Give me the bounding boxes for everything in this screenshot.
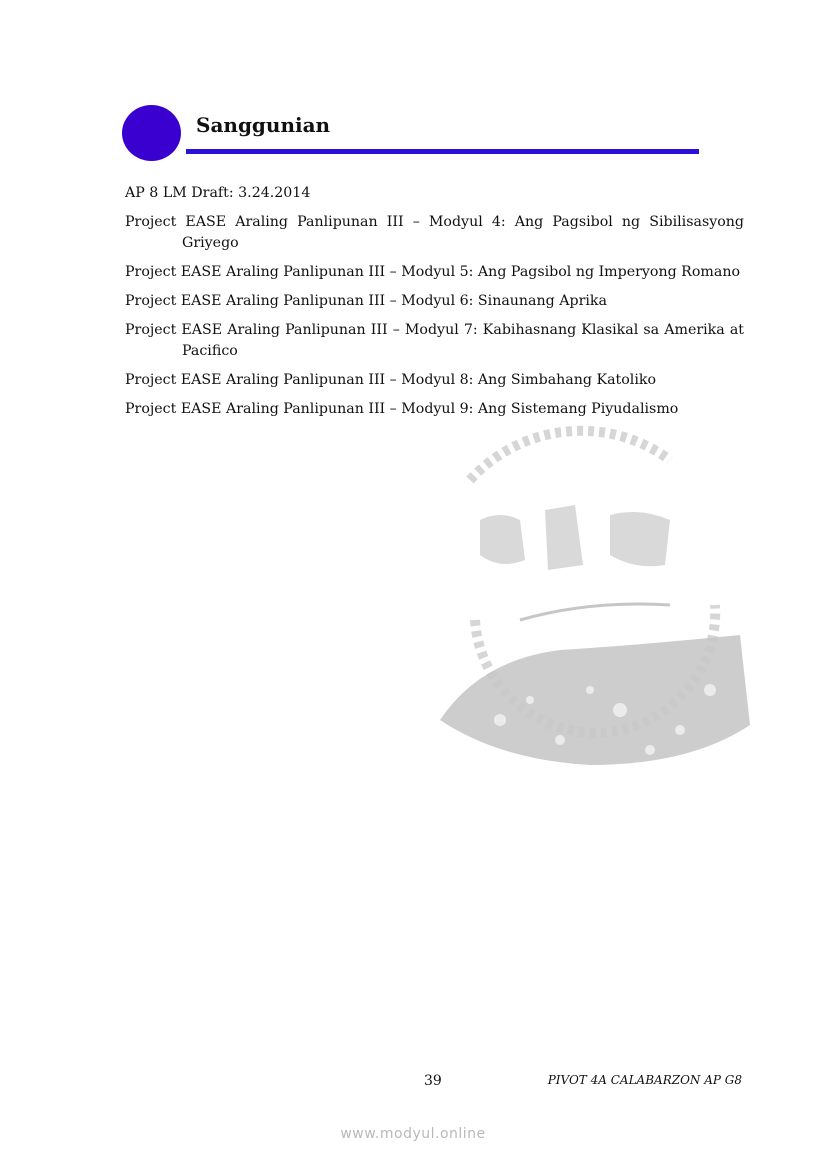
reference-list xyxy=(125,183,744,428)
section-title: Sanggunian xyxy=(196,113,331,137)
reference-item: Project EASE Araling Panlipunan III – Modyul 9: Ang Sistemang Piyudalismo xyxy=(125,401,679,417)
section-underline xyxy=(186,149,699,154)
site-url-watermark: www.modyul.online xyxy=(340,1126,486,1142)
section-bullet-circle xyxy=(122,105,181,161)
reference-item: Project EASE Araling Panlipunan III – Modyul 7: Kabihasnang Klasikal sa Amerika at Pacifico xyxy=(125,322,744,359)
footer-document-title: PIVOT 4A CALABARZON AP G8 xyxy=(547,1073,742,1087)
reference-item: Project EASE Araling Panlipunan III – Modyul 5: Ang Pagsibol ng Imperyong Romano xyxy=(125,264,740,280)
reference-item: Project EASE Araling Panlipunan III – Modyul 6: Sinaunang Aprika xyxy=(125,293,607,309)
page-number: 39 xyxy=(424,1073,442,1089)
reference-item: Project EASE Araling Panlipunan III – Modyul 4: Ang Pagsibol ng Sibilisasyong Griyego xyxy=(125,214,744,251)
reference-item: AP 8 LM Draft: 3.24.2014 xyxy=(125,185,311,201)
seal-watermark xyxy=(380,420,750,780)
reference-item: Project EASE Araling Panlipunan III – Modyul 8: Ang Simbahang Katoliko xyxy=(125,372,656,388)
